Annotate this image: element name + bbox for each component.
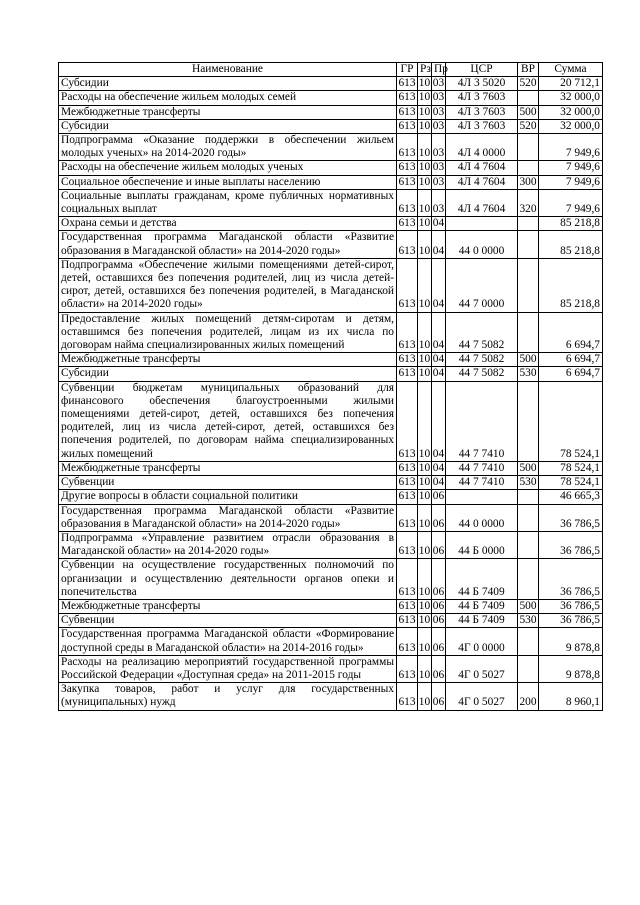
row-sum-cell: 7 949,6 bbox=[539, 161, 603, 175]
table-row bbox=[59, 683, 603, 710]
row-rz-cell: 10 bbox=[418, 628, 432, 655]
row-csr-cell: 44 7 5082 bbox=[446, 353, 518, 367]
row-gr-cell: 613 bbox=[398, 367, 416, 380]
header-gr: ГР bbox=[397, 63, 418, 77]
row-vr-cell bbox=[518, 628, 539, 655]
row-rz-cell: 10 bbox=[418, 655, 432, 682]
row-gr-cell: 613 bbox=[397, 134, 418, 161]
table-row bbox=[59, 217, 603, 231]
table-row bbox=[59, 531, 603, 558]
row-vr-cell: 300 bbox=[519, 175, 537, 188]
row-csr-cell: 44 Б 0000 bbox=[446, 531, 518, 558]
table-row bbox=[59, 490, 603, 504]
header-csr: ЦСР bbox=[446, 63, 518, 77]
table-row bbox=[59, 161, 603, 175]
row-name-cell: Субвенции бюджетам муниципальных образований для финансового обеспечения благоустроенными жилыми помещениями детей-сирот, детей, оставшихся без попечения родителей, лиц из числа детей-сирот, детей, оставшихся без попечения родителей, по договорам найма специализированных жилых помещений bbox=[59, 381, 397, 461]
row-csr-cell: 44 Б 7409 bbox=[446, 559, 518, 600]
row-sum-cell: 9 878,8 bbox=[539, 628, 603, 655]
row-vr-cell bbox=[518, 258, 539, 312]
table-body bbox=[59, 77, 603, 710]
table-row bbox=[59, 599, 603, 613]
row-sum-cell: 7 949,6 bbox=[539, 189, 603, 216]
row-name-cell: Субвенции bbox=[59, 476, 397, 490]
row-pr-cell: 03 bbox=[432, 91, 445, 104]
row-name-cell: Субвенции на осуществление государственных полномочий по организации и осуществлению деятельности органов опеки и попечительства bbox=[59, 559, 397, 600]
header-sum: Сумма bbox=[539, 63, 603, 77]
row-gr-cell: 613 bbox=[397, 531, 418, 558]
row-csr-cell: 44 7 7410 bbox=[446, 476, 518, 490]
row-sum-cell: 85 218,8 bbox=[539, 217, 603, 231]
row-gr-cell: 613 bbox=[397, 683, 418, 710]
row-vr-cell bbox=[518, 655, 539, 682]
table-row bbox=[59, 476, 603, 490]
row-gr-cell: 613 bbox=[397, 381, 418, 461]
row-rz-cell: 10 bbox=[418, 476, 431, 489]
row-rz-cell: 10 bbox=[418, 231, 432, 258]
row-pr-cell: 06 bbox=[432, 655, 446, 682]
row-vr-cell bbox=[518, 559, 539, 600]
row-vr-cell bbox=[518, 231, 539, 258]
row-vr-cell bbox=[518, 217, 539, 231]
row-rz-cell: 10 bbox=[418, 490, 431, 503]
row-rz-cell: 10 bbox=[418, 77, 431, 90]
row-vr-cell bbox=[518, 490, 539, 504]
row-rz-cell: 10 bbox=[418, 531, 432, 558]
row-gr-cell: 613 bbox=[398, 353, 416, 366]
row-vr-cell: 500 bbox=[519, 353, 537, 366]
row-pr-cell: 03 bbox=[432, 189, 446, 216]
row-name-cell: Закупка товаров, работ и услуг для государственных (муниципальных) нужд bbox=[59, 683, 397, 710]
row-vr-cell bbox=[518, 504, 539, 531]
table-row bbox=[59, 77, 603, 91]
table-row bbox=[59, 134, 603, 161]
row-rz-cell: 10 bbox=[418, 189, 432, 216]
row-csr-cell: 44 Б 7409 bbox=[446, 599, 518, 613]
row-name-cell: Государственная программа Магаданской области «Развитие образования в Магаданской области» на 2014-2020 годы» bbox=[59, 504, 397, 531]
row-pr-cell: 03 bbox=[432, 119, 445, 132]
row-csr-cell: 4Г 0 5027 bbox=[446, 683, 518, 710]
row-name-cell: Субсидии bbox=[59, 119, 397, 133]
row-gr-cell: 613 bbox=[398, 91, 416, 104]
row-vr-cell: 530 bbox=[519, 367, 537, 380]
row-rz-cell: 10 bbox=[418, 258, 432, 312]
row-csr-cell: 4Л 3 7603 bbox=[446, 119, 518, 133]
row-vr-cell bbox=[518, 381, 539, 461]
row-sum-cell: 6 694,7 bbox=[539, 353, 603, 367]
row-gr-cell: 613 bbox=[398, 614, 416, 627]
row-gr-cell: 613 bbox=[398, 105, 416, 118]
row-pr-cell: 06 bbox=[432, 628, 446, 655]
row-sum-cell: 9 878,8 bbox=[539, 655, 603, 682]
table-row bbox=[59, 119, 603, 133]
row-csr-cell: 44 7 7410 bbox=[446, 461, 518, 475]
row-gr-cell: 613 bbox=[398, 175, 416, 188]
row-csr-cell: 44 0 0000 bbox=[446, 504, 518, 531]
table-row bbox=[59, 461, 603, 475]
row-vr-cell: 320 bbox=[518, 189, 539, 216]
row-vr-cell bbox=[518, 531, 539, 558]
row-rz-cell: 10 bbox=[418, 161, 431, 174]
row-sum-cell: 7 949,6 bbox=[539, 175, 603, 189]
row-vr-cell: 520 bbox=[519, 77, 537, 90]
row-csr-cell: 44 7 5082 bbox=[446, 367, 518, 381]
row-pr-cell: 06 bbox=[432, 683, 446, 710]
row-pr-cell: 06 bbox=[432, 614, 445, 627]
row-csr-cell: 44 7 0000 bbox=[446, 258, 518, 312]
table-row bbox=[59, 312, 603, 353]
row-gr-cell: 613 bbox=[397, 312, 418, 353]
row-vr-cell bbox=[518, 161, 539, 175]
row-vr-cell bbox=[518, 91, 539, 105]
row-sum-cell: 32 000,0 bbox=[539, 119, 603, 133]
table-row bbox=[59, 655, 603, 682]
row-pr-cell: 06 bbox=[432, 599, 445, 612]
row-gr-cell: 613 bbox=[398, 161, 416, 174]
header-rz: Рз bbox=[418, 63, 432, 77]
row-rz-cell: 10 bbox=[418, 312, 432, 353]
row-vr-cell: 520 bbox=[519, 119, 537, 132]
table-row bbox=[59, 614, 603, 628]
row-sum-cell: 78 524,1 bbox=[539, 476, 603, 490]
row-vr-cell bbox=[518, 312, 539, 353]
row-rz-cell: 10 bbox=[418, 119, 431, 132]
row-pr-cell: 04 bbox=[432, 312, 446, 353]
row-name-cell: Расходы на обеспечение жильем молодых семей bbox=[59, 91, 397, 105]
row-sum-cell: 36 786,5 bbox=[539, 504, 603, 531]
row-pr-cell: 03 bbox=[432, 134, 446, 161]
row-pr-cell: 03 bbox=[432, 175, 445, 188]
row-name-cell: Государственная программа Магаданской области «Формирование доступной среды в Магаданской области» на 2014-2016 годы» bbox=[59, 628, 397, 655]
row-rz-cell: 10 bbox=[418, 381, 432, 461]
row-pr-cell: 04 bbox=[432, 461, 445, 474]
row-gr-cell: 613 bbox=[397, 231, 418, 258]
row-rz-cell: 10 bbox=[418, 683, 432, 710]
row-gr-cell: 613 bbox=[397, 628, 418, 655]
row-csr-cell: 4Л 4 7604 bbox=[446, 161, 518, 175]
row-sum-cell: 78 524,1 bbox=[539, 461, 603, 475]
row-csr-cell bbox=[446, 217, 518, 231]
row-gr-cell: 613 bbox=[398, 476, 416, 489]
row-name-cell: Подпрограмма «Оказание поддержки в обеспечении жильем молодых ученых» на 2014-2020 годы» bbox=[59, 134, 397, 161]
row-sum-cell: 36 786,5 bbox=[539, 559, 603, 600]
row-rz-cell: 10 bbox=[418, 175, 431, 188]
row-gr-cell: 613 bbox=[398, 599, 416, 612]
row-csr-cell: 4Л 3 5020 bbox=[446, 77, 518, 91]
row-pr-cell: 03 bbox=[432, 161, 445, 174]
row-csr-cell: 4Л 4 7604 bbox=[446, 175, 518, 189]
row-sum-cell: 36 786,5 bbox=[539, 531, 603, 558]
row-sum-cell: 32 000,0 bbox=[539, 105, 603, 119]
row-name-cell: Подпрограмма «Обеспечение жилыми помещениями детей-сирот, детей, оставшихся без попечения родителей, лиц из числа детей-сирот, детей, оставшихся без попечения родителей, в Магаданской области» на 2014-2020 годы» bbox=[59, 258, 397, 312]
table-row bbox=[59, 91, 603, 105]
row-pr-cell: 04 bbox=[432, 217, 445, 230]
header-vr: ВР bbox=[518, 63, 539, 77]
header-name: Наименование bbox=[59, 63, 397, 77]
row-name-cell: Субвенции bbox=[59, 614, 397, 628]
row-name-cell: Расходы на реализацию мероприятий государственной программы Российской Федерации «Доступная среда» на 2011-2015 годы bbox=[59, 655, 397, 682]
row-pr-cell: 03 bbox=[432, 77, 445, 90]
row-pr-cell: 03 bbox=[432, 105, 445, 118]
row-vr-cell: 530 bbox=[519, 476, 537, 489]
row-pr-cell: 04 bbox=[432, 353, 445, 366]
row-vr-cell: 500 bbox=[519, 105, 537, 118]
table-row bbox=[59, 353, 603, 367]
row-csr-cell: 4Г 0 0000 bbox=[446, 628, 518, 655]
row-rz-cell: 10 bbox=[418, 461, 431, 474]
table-header bbox=[59, 63, 603, 77]
row-gr-cell: 613 bbox=[398, 77, 416, 90]
row-name-cell: Социальные выплаты гражданам, кроме публичных нормативных социальных выплат bbox=[59, 189, 397, 216]
row-sum-cell: 32 000,0 bbox=[539, 91, 603, 105]
row-name-cell: Предоставление жилых помещений детям-сиротам и детям, оставшимся без попечения родителей, лицам из их числа по договорам найма специализированных жилых помещений bbox=[59, 312, 397, 353]
row-vr-cell: 500 bbox=[519, 599, 537, 612]
row-pr-cell: 04 bbox=[432, 476, 445, 489]
row-pr-cell: 06 bbox=[432, 531, 446, 558]
row-sum-cell: 6 694,7 bbox=[539, 312, 603, 353]
row-name-cell: Расходы на обеспечение жильем молодых ученых bbox=[59, 161, 397, 175]
row-rz-cell: 10 bbox=[418, 353, 431, 366]
row-sum-cell: 85 218,8 bbox=[539, 258, 603, 312]
table-row bbox=[59, 504, 603, 531]
row-name-cell: Субсидии bbox=[59, 367, 397, 381]
row-sum-cell: 85 218,8 bbox=[539, 231, 603, 258]
row-csr-cell: 44 Б 7409 bbox=[446, 614, 518, 628]
row-sum-cell: 36 786,5 bbox=[539, 614, 603, 628]
table-row bbox=[59, 367, 603, 381]
row-name-cell: Подпрограмма «Управление развитием отрасли образования в Магаданской области» на 2014-2020 годы» bbox=[59, 531, 397, 558]
row-gr-cell: 613 bbox=[398, 119, 416, 132]
row-csr-cell: 44 7 7410 bbox=[446, 381, 518, 461]
row-sum-cell: 78 524,1 bbox=[539, 381, 603, 461]
table-row bbox=[59, 381, 603, 461]
row-csr-cell: 4Л 4 0000 bbox=[446, 134, 518, 161]
row-rz-cell: 10 bbox=[418, 105, 431, 118]
table-row bbox=[59, 559, 603, 600]
row-rz-cell: 10 bbox=[418, 559, 432, 600]
row-sum-cell: 46 665,3 bbox=[539, 490, 603, 504]
row-rz-cell: 10 bbox=[418, 217, 431, 230]
row-rz-cell: 10 bbox=[418, 134, 432, 161]
row-sum-cell: 6 694,7 bbox=[539, 367, 603, 381]
row-vr-cell bbox=[518, 134, 539, 161]
row-rz-cell: 10 bbox=[418, 599, 431, 612]
row-name-cell: Межбюджетные трансферты bbox=[59, 599, 397, 613]
row-rz-cell: 10 bbox=[418, 367, 431, 380]
row-pr-cell: 06 bbox=[432, 559, 446, 600]
row-name-cell: Другие вопросы в области социальной политики bbox=[59, 490, 397, 504]
row-csr-cell bbox=[446, 490, 518, 504]
table-row bbox=[59, 628, 603, 655]
row-gr-cell: 613 bbox=[397, 559, 418, 600]
row-sum-cell: 20 712,1 bbox=[539, 77, 603, 91]
row-name-cell: Государственная программа Магаданской области «Развитие образования в Магаданской области» на 2014-2020 годы» bbox=[59, 231, 397, 258]
budget-table bbox=[58, 62, 603, 711]
budget-document-page bbox=[58, 62, 602, 711]
row-vr-cell: 500 bbox=[519, 461, 537, 474]
row-csr-cell: 4Г 0 5027 bbox=[446, 655, 518, 682]
row-csr-cell: 4Л 3 7603 bbox=[446, 105, 518, 119]
row-pr-cell: 04 bbox=[432, 258, 446, 312]
row-csr-cell: 4Л 3 7603 bbox=[446, 91, 518, 105]
row-csr-cell: 4Л 4 7604 bbox=[446, 189, 518, 216]
header-pr: Пр bbox=[432, 63, 446, 77]
row-csr-cell: 44 7 5082 bbox=[446, 312, 518, 353]
row-vr-cell: 200 bbox=[518, 683, 539, 710]
table-row bbox=[59, 231, 603, 258]
table-row bbox=[59, 258, 603, 312]
row-name-cell: Межбюджетные трансферты bbox=[59, 105, 397, 119]
row-sum-cell: 8 960,1 bbox=[539, 683, 603, 710]
row-rz-cell: 10 bbox=[418, 91, 431, 104]
row-pr-cell: 04 bbox=[432, 231, 446, 258]
row-gr-cell: 613 bbox=[397, 655, 418, 682]
row-sum-cell: 36 786,5 bbox=[539, 599, 603, 613]
row-rz-cell: 10 bbox=[418, 504, 432, 531]
table-row bbox=[59, 189, 603, 216]
row-vr-cell: 530 bbox=[519, 614, 537, 627]
row-name-cell: Межбюджетные трансферты bbox=[59, 461, 397, 475]
row-name-cell: Охрана семьи и детства bbox=[59, 217, 397, 231]
row-pr-cell: 04 bbox=[432, 367, 445, 380]
row-pr-cell: 04 bbox=[432, 381, 446, 461]
row-gr-cell: 613 bbox=[397, 504, 418, 531]
row-gr-cell: 613 bbox=[398, 490, 416, 503]
row-pr-cell: 06 bbox=[432, 490, 445, 503]
row-rz-cell: 10 bbox=[418, 614, 431, 627]
header-row bbox=[59, 63, 603, 77]
table-row bbox=[59, 105, 603, 119]
row-name-cell: Социальное обеспечение и иные выплаты населению bbox=[59, 175, 397, 189]
table-row bbox=[59, 175, 603, 189]
row-gr-cell: 613 bbox=[398, 461, 416, 474]
row-gr-cell: 613 bbox=[397, 258, 418, 312]
row-sum-cell: 7 949,6 bbox=[539, 134, 603, 161]
row-gr-cell: 613 bbox=[397, 189, 418, 216]
row-pr-cell: 06 bbox=[432, 504, 446, 531]
row-name-cell: Межбюджетные трансферты bbox=[59, 353, 397, 367]
row-name-cell: Субсидии bbox=[59, 77, 397, 91]
row-csr-cell: 44 0 0000 bbox=[446, 231, 518, 258]
row-gr-cell: 613 bbox=[398, 217, 416, 230]
